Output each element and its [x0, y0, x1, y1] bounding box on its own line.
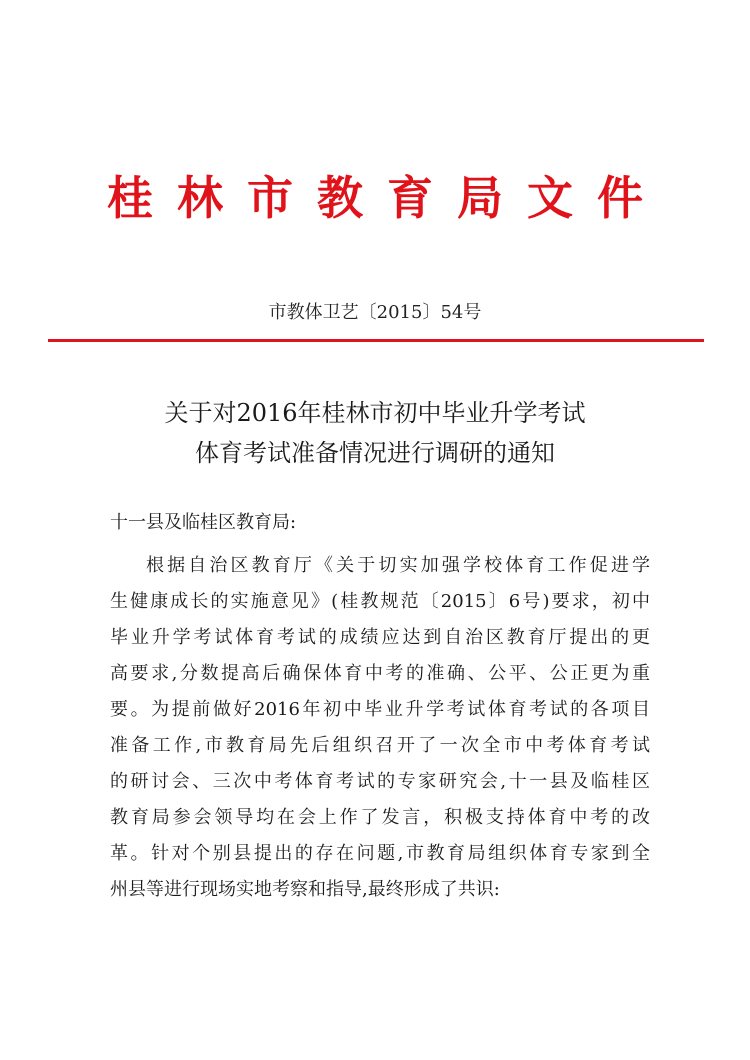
notice-title-line-1: 关于对2016年桂林市初中毕业升学考试: [164, 399, 586, 427]
notice-title: [0, 393, 750, 473]
body-paragraph: [110, 548, 650, 908]
body-line: 根据自治区教育厅《关于切实加强学校体育工作促进学: [146, 555, 650, 576]
body-line: 准备工作,市教育局先后组织召开了一次全市中考体育考试: [110, 735, 650, 756]
body-line: 的研讨会、三次中考体育考试的专家研究会,十一县及临桂区: [110, 771, 650, 792]
document-header-title: 桂林市教育局文件: [107, 171, 667, 225]
body-line: 生健康成长的实施意见》(桂教规范〔2015〕6号)要求，初中: [110, 591, 650, 612]
body-line: 教育局参会领导均在会上作了发言，积极支持体育中考的改: [110, 807, 650, 828]
header-divider-rule: [48, 339, 704, 342]
body-line: 要。为提前做好2016年初中毕业升学考试体育考试的各项目: [110, 699, 650, 720]
body-line: 毕业升学考试体育考试的成绩应达到自治区教育厅提出的更: [110, 627, 650, 648]
body-line: 革。针对个别县提出的存在问题,市教育局组织体育专家到全: [110, 843, 650, 864]
notice-title-line-2: 体育考试准备情况进行调研的通知: [195, 439, 555, 467]
body-line: 州县等进行现场实地考察和指导,最终形成了共识:: [110, 879, 500, 900]
document-number: 市教体卫艺〔2015〕54号: [268, 302, 482, 323]
body-line: 高要求,分数提高后确保体育中考的准确、公平、公正更为重: [110, 663, 650, 684]
salutation: 十一县及临桂区教育局:: [110, 512, 297, 533]
